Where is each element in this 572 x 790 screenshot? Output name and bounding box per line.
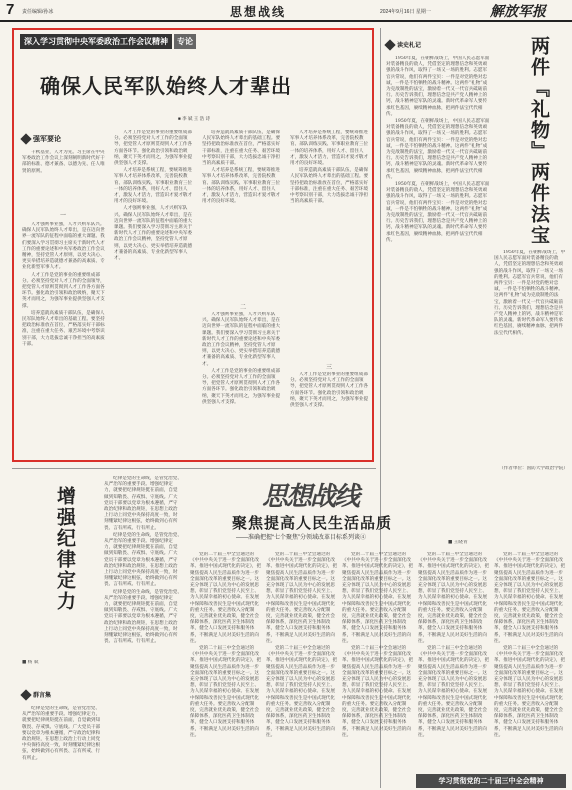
lower-subline: ——准确把握“七个聚焦”分领域改革目标系列谈④ [236,535,366,541]
lower-column-4: 党的二十届三中全会通过的《中共中央关于进一步全面深化改革、推进中国式现代化的决定》，把聚焦提高人民生活品质作为进一步全面深化改革的重要目标之一。这充分体现了以人民为中心的发展思想，彰显了我们党坚持人民至上、为人民谋幸福的初心使命。在发展中保障和改善民生是中国式现代化的重大任务。要完善收入分配制度，完善就业优先政策，健全社会保障体系，深化医药卫生体制改革，健全人口发展支持和服务体系，不断满足人民对美好生活的向往。 党的二十届三中全会通过的《中共中央关于进一步全面深化改革、推进中国式现代化的决定》，把聚焦提高人民生活品质作为进一步全面深化改革的重要目标之一。这充分体现了以人民为中心的发展思想，彰显了我们党坚持人民至上、为人民谋幸福的初心使命。在发展中保障和改善民生是中国式现代化的重大任务。要完善收入分配制度，完善就业优先政策，健全社会保障体系，深化医药卫生体制改革，健全人口发展支持和服务体系，不断满足人民对美好生活的向往。 [418,552,490,738]
feature-byline: ■ 李 斌 王 浩 诗 [178,116,211,121]
star-icon [384,40,395,51]
section-numeral-1: 一 [60,212,67,219]
horizontal-divider [12,468,376,469]
lower-headline: 聚焦提高人民生活品质 [232,514,393,532]
lower-byline: ■ 王晓青 [448,540,468,545]
lower-left-body: 纪律是党的生命线，是管党治党、从严治军的重要手段。增强纪律定力，就要把纪律规矩挺在前面，自觉做到知敬畏、存戒惧、守底线。广大党员干部要以党章为根本遵循，严守政治纪律和政治规矩，在思想上政治上行动上同党中央保持高度一致，时刻绷紧纪律这根弦，始终做到心有所畏、言有所戒、行有所止。 [22,706,101,761]
lower-column-1: 党的二十届三中全会通过的《中共中央关于进一步全面深化改革、推进中国式现代化的决定》，把聚焦提高人民生活品质作为进一步全面深化改革的重要目标之一。这充分体现了以人民为中心的发展思想，彰显了我们党坚持人民至上、为人民谋幸福的初心使命。在发展中保障和改善民生是中国式现代化的重大任务。要完善收入分配制度，完善就业优先政策，健全社会保障体系，深化医药卫生体制改革，健全人口发展支持和服务体系，不断满足人民对美好生活的向往。 党的二十届三中全会通过的《中共中央关于进一步全面深化改革、推进中国式现代化的决定》，把聚焦提高人民生活品质作为进一步全面深化改革的重要目标之一。这充分体现了以人民为中心的发展思想，彰显了我们党坚持人民至上、为人民谋幸福的初心使命。在发展中保障和改善民生是中国式现代化的重大任务。要完善收入分配制度，完善就业优先政策，健全社会保障体系，深化医药卫生体制改革，健全人口发展支持和服务体系，不断满足人民对美好生活的向往。 [190,552,262,738]
banner-tag: 专论 [174,34,196,49]
feature-banner [20,34,196,48]
section-numeral-2: 二 [240,304,247,311]
star-icon [20,690,31,701]
bottom-banner: 学习贯彻党的二十届三中全会精神 [416,774,566,788]
star-icon [20,133,31,144]
article-column-3: 培养造就高素质干部队伍，是确保人民军队始终人才辈出的基础工程。要坚持把政治标准放在首位，严格落实好干部标准，注重在重大任务、艰苦环境中考察识别干部，大力选拔忠诚干净担当的高素质干部。 人才培养是系统工程，要统筹推进军事人才培养体系改革，完善院校教育、部队训练实践、军事职业教育三位一体的培养体系，用好人才、留住人才，激发人才活力，营造识才爱才敬才用才的良好环境。 [202,130,281,205]
lower-column-5: 党的二十届三中全会通过的《中共中央关于进一步全面深化改革、推进中国式现代化的决定》，把聚焦提高人民生活品质作为进一步全面深化改革的重要目标之一。这充分体现了以人民为中心的发展思想，彰显了我们党坚持人民至上、为人民谋幸福的初心使命。在发展中保障和改善民生是中国式现代化的重大任务。要完善收入分配制度，完善就业优先政策，健全社会保障体系，深化医药卫生体制改革，健全人口发展支持和服务体系，不断满足人民对美好生活的向往。 党的二十届三中全会通过的《中共中央关于进一步全面深化改革、推进中国式现代化的决定》，把聚焦提高人民生活品质作为进一步全面深化改革的重要目标之一。这充分体现了以人民为中心的发展思想，彰显了我们党坚持人民至上、为人民谋幸福的初心使命。在发展中保障和改善民生是中国式现代化的重大任务。要完善收入分配制度，完善就业优先政策，健全社会保障体系，深化医药卫生体制改革，健全人口发展支持和服务体系，不断满足人民对美好生活的向往。 [494,552,566,738]
masthead-logo: 解放军报 [490,4,546,20]
column-art-title: 思想战线 [262,482,359,512]
side-column-credit: （作者单位：国防大学政治学院） [499,466,568,471]
article-column-1: 人才强则事业强，人才兴则军队兴。确保人民军队始终人才辈出，是在迈向世界一流军队的征程中面临的重大课题。我们要深入学习贯彻习主席关于新时代人才工作的重要论述和中央军委政治工作会议精神，坚持党管人才原则，以更大决心、更实举措培养造就德才兼备的高素质、专业化新型军事人才。 人才工作是党的事业的重要组成部分。必须坚持党对人才工作的全面领导，把党管人才原则贯彻到人才工作各方面各环节。强化政治引领和政治吸纳，聚天下英才而用之，为强军事业提供坚强人才支撑。 培养造就高素质干部队伍，是确保人民军队始终人才辈出的基础工程。要坚持把政治标准放在首位，严格落实好干部标准，注重在重大任务、艰苦环境中考察识别干部，大力选拔忠诚干净担当的高素质干部。 [22,222,105,347]
banner-label: 深入学习贯彻中央军委政治工作会议精神 [20,34,172,49]
article-column-4: 人才培养是系统工程，要统筹推进军事人才培养体系改革，完善院校教育、部队训练实践、军事职业教育三位一体的培养体系，用好人才、留住人才，激发人才活力，营造识才爱才敬才用才的良好环境。 培养造就高素质干部队伍，是确保人民军队始终人才辈出的基础工程。要坚持把政治标准放在首位，严格落实好干部标准，注重在重大任务、艰苦环境中考察识别干部，大力选拔忠诚干净担当的高素质干部。 [290,130,369,205]
article-column-2: 人才工作是党的事业的重要组成部分。必须坚持党对人才工作的全面领导，把党管人才原则贯彻到人才工作各方面各环节。强化政治引领和政治吸纳，聚天下英才而用之，为强军事业提供坚强人才支撑。 人才培养是系统工程，要统筹推进军事人才培养体系改革，完善院校教育、部队训练实践、军事职业教育三位一体的培养体系，用好人才、留住人才，激发人才活力，营造识才爱才敬才用才的良好环境。 人才强则事业强，人才兴则军队兴。确保人民军队始终人才辈出，是在迈向世界一流军队的征程中面临的重大课题。我们要深入学习贯彻习主席关于新时代人才工作的重要论述和中央军委政治工作会议精神，坚持党管人才原则，以更大决心、更实举措培养造就德才兼备的高素质、专业化新型军事人才。 [114,130,193,262]
page-number: 7 [6,1,15,18]
lower-left-column-2: 纪律是党的生命线，是管党治党、从严治军的重要手段。增强纪律定力，就要把纪律规矩挺在前面，自觉做到知敬畏、存戒惧、守底线。广大党员干部要以党章为根本遵循，严守政治纪律和政治规矩，在思想上政治上行动上同党中央保持高度一致，时刻绷紧纪律这根弦，始终做到心有所畏、言有所戒、行有所止。 纪律是党的生命线，是管党治党、从严治军的重要手段。增强纪律定力，就要把纪律规矩挺在前面，自觉做到知敬畏、存戒惧、守底线。广大党员干部要以党章为根本遵循，严守政治纪律和政治规矩，在思想上政治上行动上同党中央保持高度一致，时刻绷紧纪律这根弦，始终做到心有所畏、言有所戒、行有所止。 纪律是党的生命线，是管党治党、从严治军的重要手段。增强纪律定力，就要把纪律规矩挺在前面，自觉做到知敬畏、存戒惧、守底线。广大党员干部要以党章为根本遵循，严守政治纪律和政治规矩，在思想上政治上行动上同党中央保持高度一致，时刻绷紧纪律这根弦，始终做到心有所畏、言有所戒、行有所止。 [104,476,182,645]
lower-column-3: 党的二十届三中全会通过的《中共中央关于进一步全面深化改革、推进中国式现代化的决定》，把聚焦提高人民生活品质作为进一步全面深化改革的重要目标之一。这充分体现了以人民为中心的发展思想，彰显了我们党坚持人民至上、为人民谋幸福的初心使命。在发展中保障和改善民生是中国式现代化的重大任务。要完善收入分配制度，完善就业优先政策，健全社会保障体系，深化医药卫生体制改革，健全人口发展支持和服务体系，不断满足人民对美好生活的向往。 党的二十届三中全会通过的《中共中央关于进一步全面深化改革、推进中国式现代化的决定》，把聚焦提高人民生活品质作为进一步全面深化改革的重要目标之一。这充分体现了以人民为中心的发展思想，彰显了我们党坚持人民至上、为人民谋幸福的初心使命。在发展中保障和改善民生是中国式现代化的重大任务。要完善收入分配制度，完善就业优先政策，健全社会保障体系，深化医药卫生体制改革，健全人口发展支持和服务体系，不断满足人民对美好生活的向往。 [342,552,414,738]
subhead-text: 强军要论 [33,135,61,143]
lead-paragraph: 千秋基业，人才为先。习主席在中央军委政治工作会议上深刻阐明新时代好干部的标准、德才兼备、以德为先、任人唯贤的原则。 [22,150,105,174]
lower-left-author: ■ 杨 斌 [22,660,39,665]
lower-left-tag: 群言集 [22,690,51,699]
lower-column-2: 党的二十届三中全会通过的《中共中央关于进一步全面深化改革、推进中国式现代化的决定》，把聚焦提高人民生活品质作为进一步全面深化改革的重要目标之一。这充分体现了以人民为中心的发展思想，彰显了我们党坚持人民至上、为人民谋幸福的初心使命。在发展中保障和改善民生是中国式现代化的重大任务。要完善收入分配制度，完善就业优先政策，健全社会保障体系，深化医药卫生体制改革，健全人口发展支持和服务体系，不断满足人民对美好生活的向往。 党的二十届三中全会通过的《中共中央关于进一步全面深化改革、推进中国式现代化的决定》，把聚焦提高人民生活品质作为进一步全面深化改革的重要目标之一。这充分体现了以人民为中心的发展思想，彰显了我们党坚持人民至上、为人民谋幸福的初心使命。在发展中保障和改善民生是中国式现代化的重大任务。要完善收入分配制度，完善就业优先政策，健全社会保障体系，深化医药卫生体制改革，健全人口发展支持和服务体系，不断满足人民对美好生活的向往。 [266,552,338,738]
article-column-3b: 人才强则事业强，人才兴则军队兴。确保人民军队始终人才辈出，是在迈向世界一流军队的征程中面临的重大课题。我们要深入学习贯彻习主席关于新时代人才工作的重要论述和中央军委政治工作会议精神，坚持党管人才原则，以更大决心、更实举措培养造就德才兼备的高素质、专业化新型军事人才。 人才工作是党的事业的重要组成部分。必须坚持党对人才工作的全面领导，把党管人才原则贯彻到人才工作各方面各环节。强化政治引领和政治吸纳，聚天下英才而用之，为强军事业提供坚强人才支撑。 [202,312,281,405]
feature-headline: 确保人民军队始终人才辈出 [40,74,292,98]
side-column-title: 两件『礼物』两件法宝 [528,36,550,246]
side-column-tag: 读史札记 [386,40,421,49]
issue-date: 2024年9月16日 星期一 [380,9,431,15]
page-header [0,0,572,22]
side-column-body-2: 1950年夏，在朝鲜战场上，中国人民志愿军面对装备精良的敌人，凭借坚定的理想信念和英勇顽强的战斗作风，取得了一场又一场的胜利。志愿军官兵常说，他们有两件宝贝：一件是对党的绝对忠诚，一件是不怕牺牲的战斗精神。这两件“礼物”成为克敌制胜的法宝，激励着一代又一代官兵砥砺前行。历史告诉我们，理想信念是共产党人精神上的钙，战斗精神是军队的灵魂。新时代革命军人要传承红色基因，赓续精神血脉，把两件法宝代代相传。 [494,250,566,336]
side-column-body: 1950年夏，在朝鲜战场上，中国人民志愿军面对装备精良的敌人，凭借坚定的理想信念和英勇顽强的战斗作风，取得了一场又一场的胜利。志愿军官兵常说，他们有两件宝贝：一件是对党的绝对忠诚，一件是不怕牺牲的战斗精神。这两件“礼物”成为克敌制胜的法宝，激励着一代又一代官兵砥砺前行。历史告诉我们，理想信念是共产党人精神上的钙，战斗精神是军队的灵魂。新时代革命军人要传承红色基因，赓续精神血脉，把两件法宝代代相传。 1950年夏，在朝鲜战场上，中国人民志愿军面对装备精良的敌人，凭借坚定的理想信念和英勇顽强的战斗作风，取得了一场又一场的胜利。志愿军官兵常说，他们有两件宝贝：一件是对党的绝对忠诚，一件是不怕牺牲的战斗精神。这两件“礼物”成为克敌制胜的法宝，激励着一代又一代官兵砥砺前行。历史告诉我们，理想信念是共产党人精神上的钙，战斗精神是军队的灵魂。新时代革命军人要传承红色基因，赓续精神血脉，把两件法宝代代相传。 1950年夏，在朝鲜战场上，中国人民志愿军面对装备精良的敌人，凭借坚定的理想信念和英勇顽强的战斗作风，取得了一场又一场的胜利。志愿军官兵常说，他们有两件宝贝：一件是对党的绝对忠诚，一件是不怕牺牲的战斗精神。这两件“礼物”成为克敌制胜的法宝，激励着一代又一代官兵砥砺前行。历史告诉我们，理想信念是共产党人精神上的钙，战斗精神是军队的灵魂。新时代革命军人要传承红色基因，赓续精神血脉，把两件法宝代代相传。 [386,56,490,243]
lower-left-title: 增强纪律定力 [54,486,76,612]
article-column-4b: 人才工作是党的事业的重要组成部分。必须坚持党对人才工作的全面领导，把党管人才原则贯彻到人才工作各方面各环节。强化政治引领和政治吸纳，聚天下英才而用之，为强军事业提供坚强人才支撑。 [290,372,369,409]
section-title: 思想战线 [230,5,287,19]
section-numeral-3: 三 [326,364,333,371]
feature-subhead [22,134,61,144]
editor-credit: 责任编辑/孙冰 [22,9,54,15]
